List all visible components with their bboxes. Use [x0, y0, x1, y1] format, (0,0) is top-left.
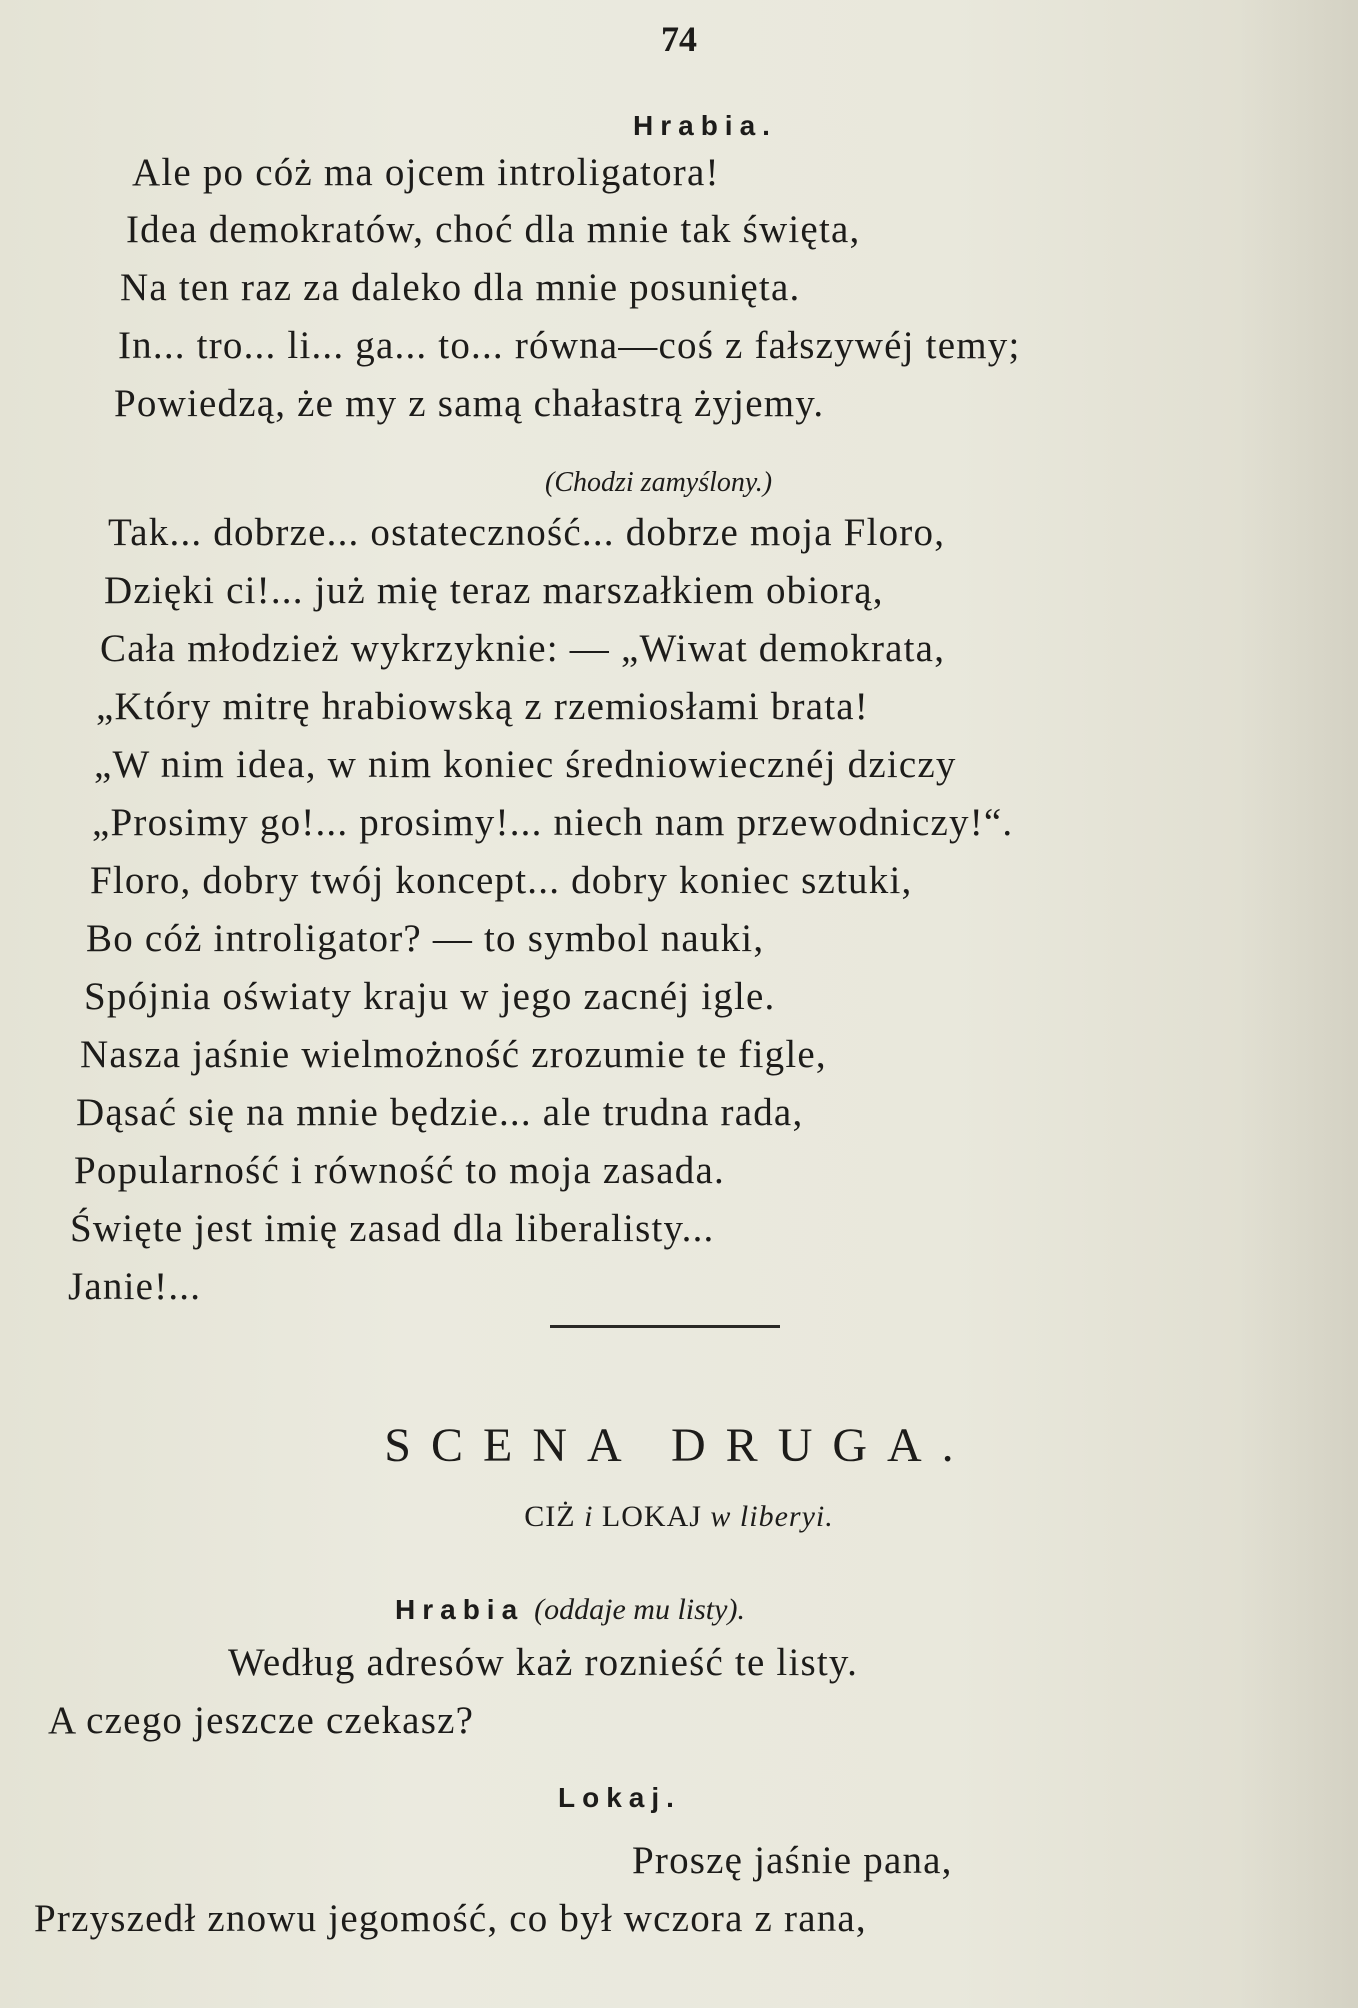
verse-line: Nasza jaśnie wielmożność zrozumie te figle,	[80, 1033, 827, 1076]
verse-line: Przyszedł znowu jegomość, co był wczora z rana,	[34, 1897, 867, 1940]
speaker-note: (oddaje mu listy).	[534, 1593, 745, 1626]
verse-line: Ale po cóż ma ojcem introligatora!	[132, 151, 720, 194]
cast-and: i	[584, 1500, 594, 1533]
verse-line: „Prosimy go!... prosimy!... niech nam przewodniczy!“.	[92, 801, 1014, 844]
verse-line: Dąsać się na mnie będzie... ale trudna rada,	[76, 1091, 804, 1134]
verse-line: Janie!...	[68, 1265, 202, 1308]
speaker-name: Hrabia	[395, 1594, 525, 1625]
verse-line: Cała młodzież wykrzyknie: — „Wiwat demokrata,	[100, 627, 946, 670]
verse-line: Idea demokratów, choć dla mnie tak święta,	[126, 208, 861, 251]
verse-line: Według adresów każ roznieść te listy.	[228, 1641, 859, 1684]
cast-lokaj: LOKAJ	[601, 1500, 702, 1533]
verse-line: Proszę jaśnie pana,	[632, 1839, 953, 1882]
verse-line: Bo cóż introligator? — to symbol nauki,	[86, 917, 765, 960]
page-number: 74	[661, 19, 697, 59]
scene-cast	[0, 1500, 1358, 1534]
verse-line: In... tro... li... ga... to... równa—coś z fałszywéj temy;	[118, 324, 1021, 367]
verse-line: Na ten raz za daleko dla mnie posunięta.	[120, 266, 801, 309]
verse-line: „W nim idea, w nim koniec średniowiecznéj dziczy	[94, 743, 957, 786]
verse-line: Popularność i równość to moja zasada.	[74, 1149, 725, 1192]
verse-line: Dzięki ci!... już mię teraz marszałkiem obiorą,	[104, 569, 884, 612]
verse-line: Floro, dobry twój koncept... dobry koniec sztuki,	[90, 859, 913, 902]
verse-line: Powiedzą, że my z samą chałastrą żyjemy.	[114, 382, 825, 425]
verse-line: „Który mitrę hrabiowską z rzemiosłami brata!	[96, 685, 869, 728]
page-shadow	[1238, 0, 1358, 2008]
speaker-hrabia: Hrabia.	[633, 110, 777, 141]
scene-title: SCENA DRUGA.	[384, 1419, 974, 1472]
verse-line: Tak... dobrze... ostateczność... dobrze moja Floro,	[108, 511, 946, 554]
verse-line: Święte jest imię zasad dla liberalisty...	[70, 1207, 715, 1250]
cast-names: CIŻ	[524, 1500, 576, 1533]
section-divider	[550, 1325, 780, 1328]
verse-line: Spójnia oświaty kraju w jego zacnéj igle.	[84, 975, 776, 1018]
speaker-lokaj: Lokaj.	[558, 1782, 681, 1813]
verse-line: A czego jeszcze czekasz?	[48, 1699, 475, 1742]
stage-direction: (Chodzi zamyślony.)	[545, 467, 773, 498]
cast-note: w liberyi.	[710, 1500, 834, 1533]
speaker-hrabia-2	[395, 1593, 745, 1627]
